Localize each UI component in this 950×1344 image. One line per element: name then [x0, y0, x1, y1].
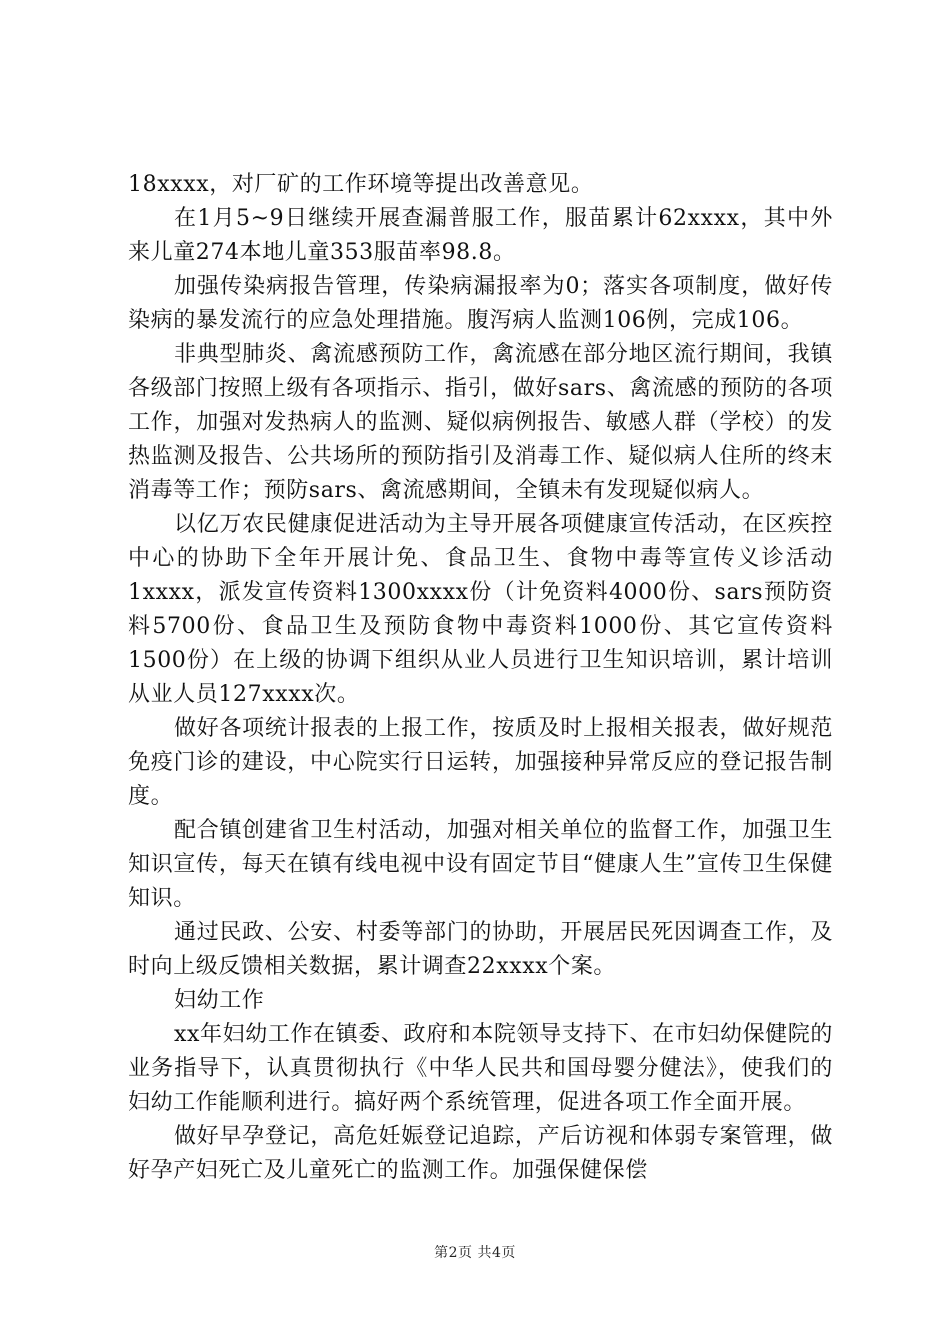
paragraph-health-promotion: 以亿万农民健康促进活动为主导开展各项健康宣传活动，在区疾控中心的协助下全年开展计免、食品卫生、食物中毒等宣传义诊活动1xxxx，派发宣传资料1300xxxx份（计免资料4000份、sars预防资料5700份、食品卫生及预防食物中毒资料1000份、其它宣传资料1500份）在上级的协调下组织从业人员进行卫生知识培训，累计培训从业人员127xxxx次。: [128, 512, 833, 707]
paragraph-sars-avian-flu: 非典型肺炎、禽流感预防工作，禽流感在部分地区流行期间，我镇各级部门按照上级有各项指示、指引，做好sars、禽流感的预防的各项工作，加强对发热病人的监测、疑似病例报告、敏感人群（学校）的发热监测及报告、公共场所的预防指引及消毒工作、疑似病人住所的终末消毒等工作；预防sars、禽流感期间，全镇未有发现疑似病人。: [128, 342, 833, 503]
paragraph-death-cause-survey: 通过民政、公安、村委等部门的协助，开展居民死因调查工作，及时向上级反馈相关数据，累计调查22xxxx个案。: [128, 920, 833, 979]
paragraph-sanitary-village: 配合镇创建省卫生村活动，加强对相关单位的监督工作，加强卫生知识宣传，每天在镇有线电视中设有固定节目“健康人生”宣传卫生保健知识。: [128, 818, 833, 911]
document-body: [128, 168, 833, 1188]
section-heading-maternal-child: 妇幼工作: [174, 988, 265, 1013]
paragraph-infectious-disease-report: 加强传染病报告管理，传染病漏报率为0；落实各项制度，做好传染病的暴发流行的应急处理措施。腹泻病人监测106例，完成106。: [128, 274, 833, 333]
paragraph-continuation: 18xxxx，对厂矿的工作环境等提出改善意见。: [128, 172, 594, 197]
paragraph-maternal-child-overview: xx年妇幼工作在镇委、政府和本院领导支持下、在市妇幼保健院的业务指导下，认真贯彻执行《中华人民共和国母婴分健法》，使我们的妇幼工作能顺利进行。搞好两个系统管理，促进各项工作全面开展。: [128, 1022, 833, 1115]
paragraph-statistics-reporting: 做好各项统计报表的上报工作，按质及时上报相关报表，做好规范免疫门诊的建设，中心院实行日运转，加强接种异常反应的登记报告制度。: [128, 716, 833, 809]
paragraph-vaccination: 在1月5~9日继续开展查漏普服工作，服苗累计62xxxx，其中外来儿童274本地儿童353服苗率98.8。: [128, 206, 833, 265]
paragraph-early-pregnancy: 做好早孕登记，高危妊娠登记追踪，产后访视和体弱专案管理，做好孕产妇死亡及儿童死亡的监测工作。加强保健保偿: [128, 1124, 833, 1183]
page-footer: 第2页 共4页: [434, 1245, 516, 1261]
